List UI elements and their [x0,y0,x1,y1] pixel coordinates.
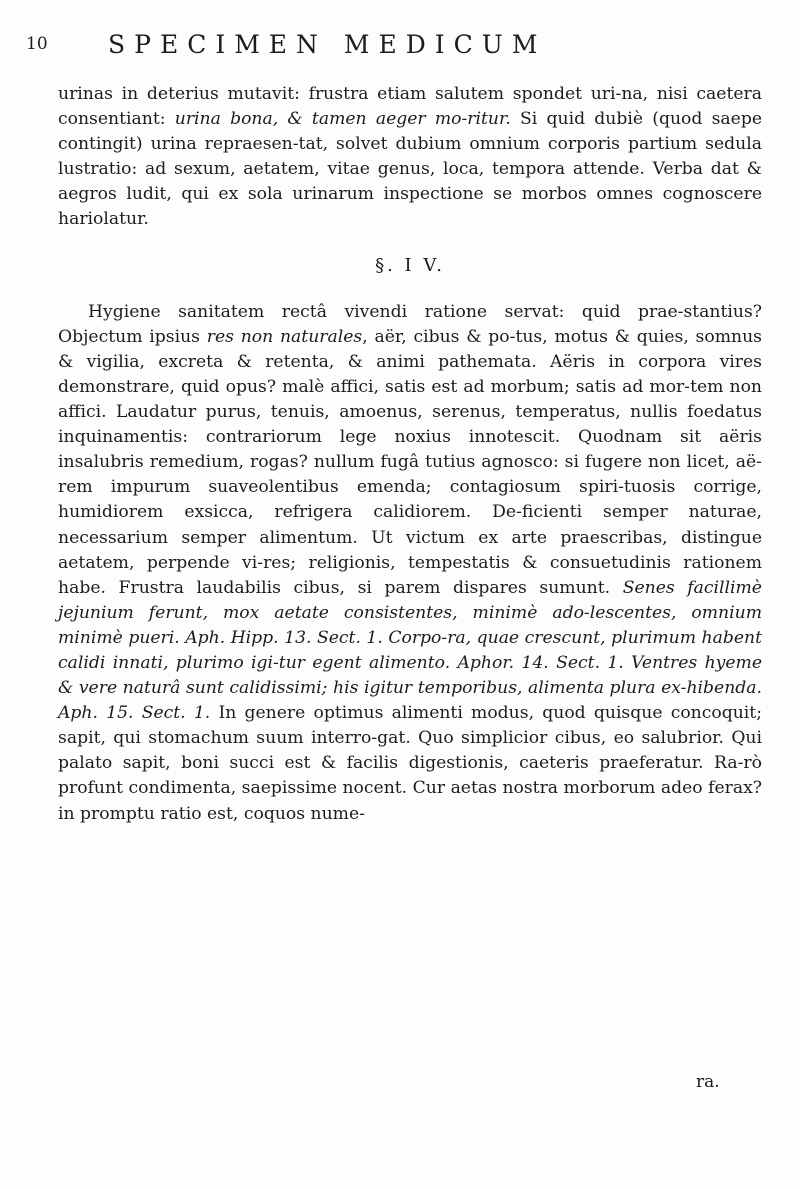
running-title: SPECIMEN MEDICUM [108,30,547,59]
body-text [58,82,762,827]
catchword: ra. [696,1072,720,1092]
para1-text-1: urinas in deterius mutavit: frustra etiam salutem spondet uri-na, nisi caetera consentiant: [58,84,762,130]
para2-text-1: Hygiene sanitatem rectâ vivendi ratione servat: quid prae-stantius? Objectum ipsius [58,301,762,347]
page-number: 10 [26,34,48,54]
para2-text-2: , aër, cibus & po-tus, motus & quies, somnus & vigilia, excreta & retenta, & animi pathemata. Aëris in corpora vires demonstrare, quid opus? malè affici, satis est ad morbum; satis ad mor-tem non affici. Laudatur purus, tenuis, amoenus, serenus, temperatus, nullis foedatus inquinamentis: contrariorum lege noxius innotescit. Quodnam sit aëris insalubris remedium, rogas? nullum fugâ tutius agnosco: si fugere non licet, aë-rem impurum suaveolentibus emenda; contagiosum spiri-tuosis corrige, humidiorem exsicca, refrigera calidiorem. De-ficienti semper naturae, necessarium semper alimentum. Ut victum ex arte praescribas, distingue aetatem, perpende vi-res; religionis, tempestatis & consuetudinis rationem habe. Frustra laudabilis cibus, si parem dispares sumunt. [58,326,762,598]
para2-italic-2: Senes facillimè jejunium ferunt, mox aetate consistentes, minimè ado-lescentes, omnium minimè pueri. Aph. Hipp. 13. Sect. 1. Corpo-ra, quae crescunt, plurimum habent calidi innati, plurimo igi-tur egent alimento. Aphor. 14. Sect. 1. Ventres hyeme & vere naturâ sunt calidissimi; his igitur temporibus, alimenta plura ex-hibenda. Aph. 15. Sect. 1. [58,577,762,724]
page-header [22,20,762,68]
paragraph-2 [58,300,762,827]
para1-text-2: Si quid dubiè (quod saepe contingit) urina repraesen-tat, solvet dubium omnium corporis partium sedula lustratio: ad sexum, aetatem, vitae genus, loca, tempora attende. Verba dat & aegros ludit, qui ex sola urinarum inspectione se morbos omnes cognoscere hariolatur. [58,109,762,230]
para1-italic-1: urina bona, & tamen aeger mo-ritur. [174,109,511,130]
section-heading: §. I V. [375,254,445,276]
para2-italic-1: res non naturales [206,326,363,347]
paragraph-1 [58,82,762,233]
para2-text-3: In genere optimus alimenti modus, quod quisque concoquit; sapit, qui stomachum suum interro-gat. Quo simplicior cibus, eo salubrior. Qui palato sapit, boni succi est & facilis digestionis, caeteris praeferatur. Ra-rò profunt condimenta, saepissime nocent. Cur aetas nostra morborum adeo ferax? in promptu ratio est, coquos nume- [58,703,762,824]
